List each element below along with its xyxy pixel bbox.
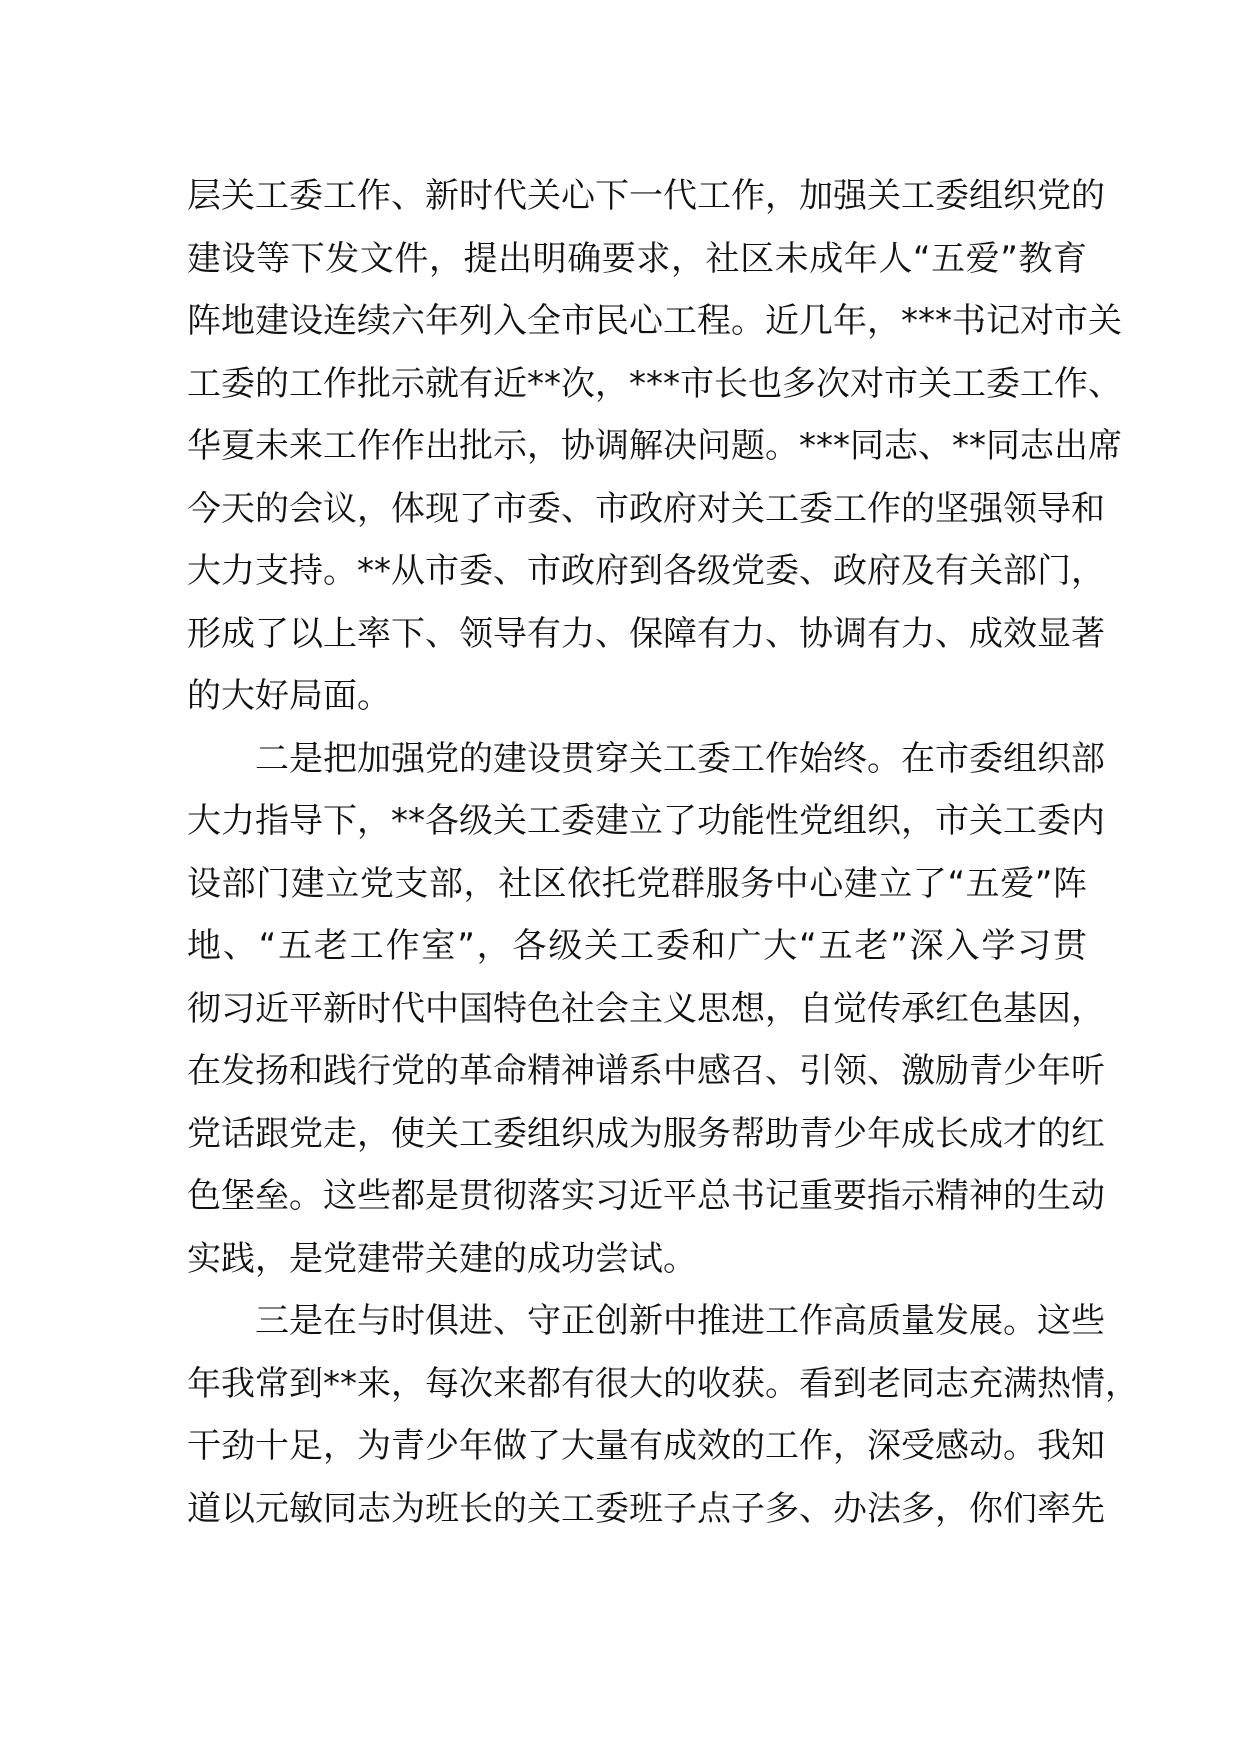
paragraph-1-line-1: 层关工委工作、新时代关心下一代工作，加强关工委组织党的 bbox=[187, 176, 1105, 216]
paragraph-1-line-6: 今天的会议，体现了市委、市政府对关工委工作的坚强领导和 bbox=[187, 488, 1105, 529]
paragraph-2-line-9: 实践，是党建带关建的成功尝试。 bbox=[187, 1238, 697, 1279]
paragraph-3-line-4: 道以元敏同志为班长的关工委班子点子多、办法多，你们率先 bbox=[187, 1488, 1105, 1529]
paragraph-2-line-6: 在发扬和践行党的革命精神谱系中感召、引领、激励青少年听 bbox=[187, 1051, 1105, 1091]
paragraph-3-line-3: 干劲十足，为青少年做了大量有成效的工作，深受感动。我知 bbox=[187, 1426, 1105, 1466]
paragraph-3-line-1: 三是在与时俱进、守正创新中推进工作高质量发展。这些 bbox=[255, 1301, 1105, 1341]
paragraph-1-line-4: 工委的工作批示就有近**次，***市长也多次对市关工委工作、 bbox=[187, 363, 1122, 404]
paragraph-1-line-9: 的大好局面。 bbox=[187, 676, 391, 716]
paragraph-1-line-5: 华夏未来工作作出批示，协调解决问题。***同志、**同志出席 bbox=[187, 426, 1122, 466]
paragraph-2-line-8: 色堡垒。这些都是贯彻落实习近平总书记重要指示精神的生动 bbox=[187, 1176, 1105, 1216]
paragraph-2-line-7: 党话跟党走，使关工委组织成为服务帮助青少年成长成才的红 bbox=[187, 1113, 1105, 1154]
paragraph-1-line-2: 建设等下发文件，提出明确要求，社区未成年人“五爱”教育 bbox=[187, 238, 1087, 279]
body-text bbox=[187, 165, 1139, 1540]
paragraph-3-line-2: 年我常到**来，每次来都有很大的收获。看到老同志充满热情， bbox=[187, 1363, 1139, 1404]
paragraph-2-line-5: 彻习近平新时代中国特色社会主义思想，自觉传承红色基因， bbox=[187, 988, 1105, 1029]
paragraph-2-line-3: 设部门建立党支部，社区依托党群服务中心建立了“五爱”阵 bbox=[187, 863, 1087, 904]
paragraph-1-line-3: 阵地建设连续六年列入全市民心工程。近几年，***书记对市关 bbox=[187, 301, 1122, 341]
paragraph-2-line-2: 大力指导下，**各级关工委建立了功能性党组织，市关工委内 bbox=[187, 801, 1105, 841]
paragraph-1-line-8: 形成了以上率下、领导有力、保障有力、协调有力、成效显著 bbox=[187, 613, 1105, 654]
paragraph-2-line-4: 地、“五老工作室”，各级关工委和广大“五老”深入学习贯 bbox=[187, 926, 1087, 966]
paragraph-1-line-7: 大力支持。**从市委、市政府到各级党委、政府及有关部门， bbox=[187, 551, 1105, 591]
paragraph-2-line-1: 二是把加强党的建设贯穿关工委工作始终。在市委组织部 bbox=[255, 738, 1105, 779]
